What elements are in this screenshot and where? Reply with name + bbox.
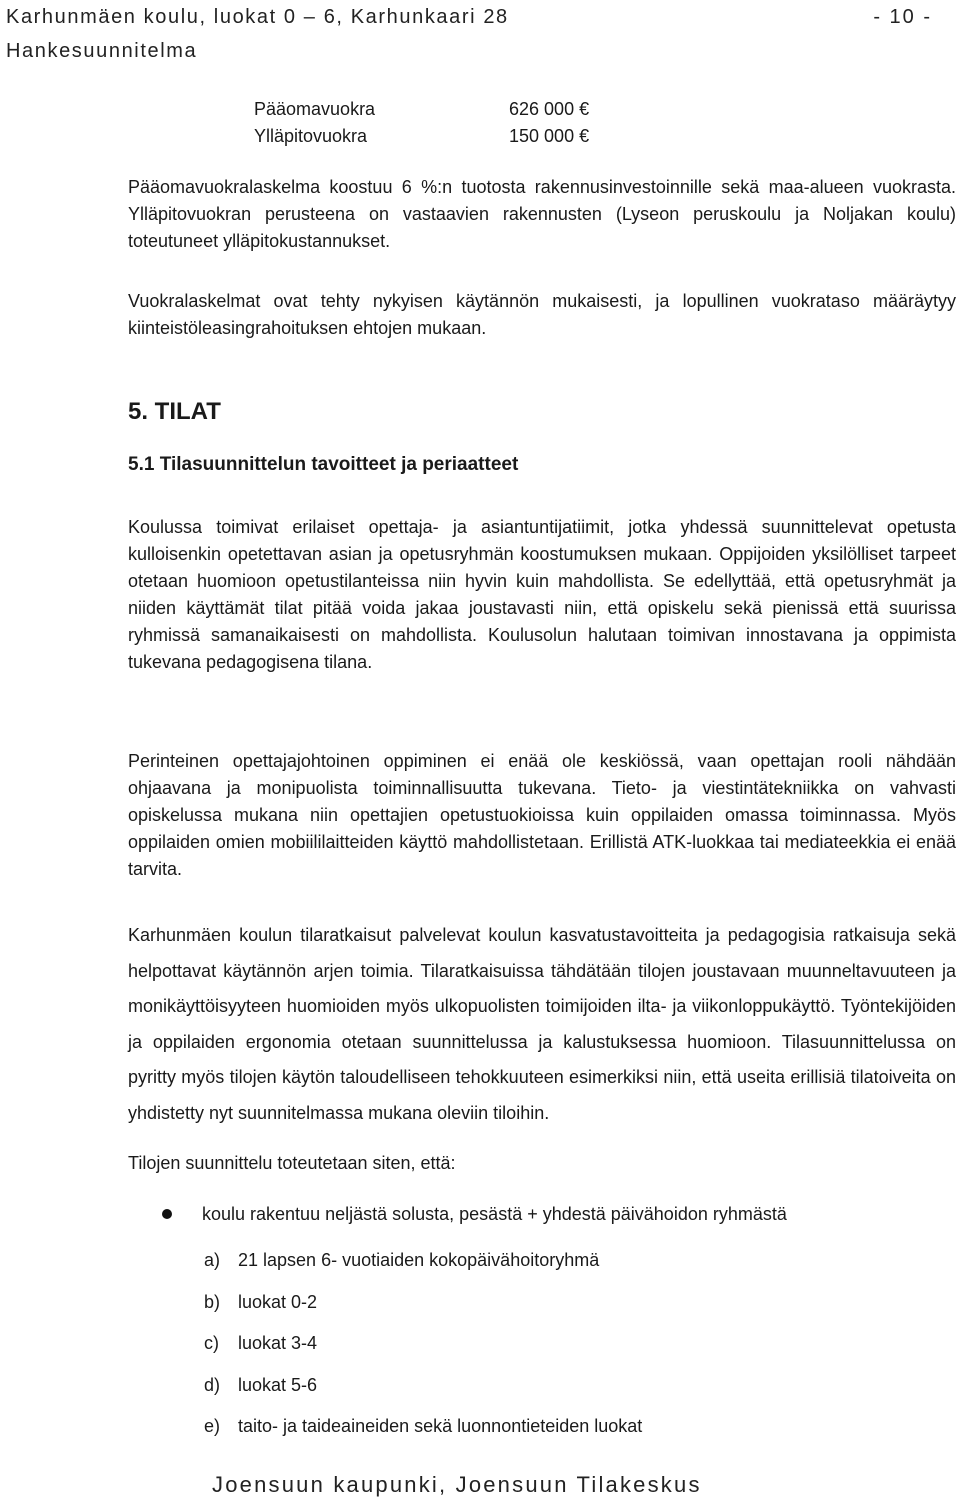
rent-label: Ylläpitovuokra <box>254 126 368 146</box>
list-text: luokat 0-2 <box>238 1291 318 1312</box>
document-header-subtitle: Hankesuunnitelma <box>6 40 198 62</box>
page-number: - 10 - <box>873 6 932 28</box>
section-heading: 5. TILAT <box>128 398 221 425</box>
paragraph: Koulussa toimivat erilaiset opettaja- ja asiantuntijatiimit, jotka yhdessä suunnittelevat opetusta kulloisenkin opetettavan asian ja opetusryhmän koostumuksen mukaan. Oppijoiden yksilölliset tarpeet otetaan huomioon opetustilanteissa niin hyvin kuin mahdollista. Se edellyttää, että opetusryhmät ja niiden käyttämät tilat pitää voida jakaa joustavasti niin, että opiskelu sekä pienissä että suurissa ryhmissä samanaikaisesti on mahdollista. Koulusolun halutaan toimivan innostavana ja oppimista tukevana pedagogisena tilana. <box>128 517 956 672</box>
document-header-title: Karhunmäen koulu, luokat 0 – 6, Karhunkaari 28 <box>6 6 509 28</box>
body-paragraph-1 <box>128 514 956 676</box>
body-paragraph-3 <box>128 918 956 1131</box>
bullet-icon <box>162 1209 172 1219</box>
paragraph: Perinteinen opettajajohtoinen oppiminen ei enää ole keskiössä, vaan opettajan rooli nähdään ohjaavana ja monipuolista toiminnallisuutta tukevana. Tieto- ja viestintätekniikka on vahvasti opiskelussa mukana niin opettajien opetustuokioissa kuin oppilaiden omassa toiminnassa. Myös oppilaiden omien mobiililaitteiden käyttö mahdollistetaan. Erillistä ATK-luokkaa tai mediateekkia ei enää tarvita. <box>128 751 956 879</box>
rent-value: 626 000 € <box>509 99 590 119</box>
list-letter: d) <box>204 1374 221 1395</box>
rent-row <box>254 96 589 123</box>
subsection-heading: 5.1 Tilasuunnittelun tavoitteet ja periaatteet <box>128 454 519 475</box>
list-text: luokat 5-6 <box>238 1374 318 1395</box>
list-text: taito- ja taideaineiden sekä luonnontieteiden luokat <box>238 1416 643 1437</box>
intro-paragraph-2 <box>128 288 956 342</box>
list-item <box>204 1246 642 1288</box>
rent-table <box>254 96 589 150</box>
bullet-text: koulu rakentuu neljästä solusta, pesästä + yhdestä päivähoidon ryhmästä <box>202 1203 787 1224</box>
rent-value: 150 000 € <box>509 126 590 146</box>
list-letter: b) <box>204 1291 221 1312</box>
list-item <box>162 1200 952 1228</box>
intro-paragraph-1 <box>128 174 956 255</box>
list-item <box>204 1412 642 1454</box>
paragraph: Pääomavuokralaskelma koostuu 6 %:n tuotosta rakennusinvestoinnille sekä maa-alueen vuokrasta. Ylläpitovuokran perusteena on vastaavien rakennusten (Lyseon peruskoulu ja Noljakan koulu) toteutuneet ylläpitokustannukset. <box>128 177 956 251</box>
list-text: luokat 3-4 <box>238 1333 318 1354</box>
bullet-list <box>162 1200 952 1228</box>
rent-row <box>254 123 589 150</box>
list-item <box>204 1288 642 1330</box>
list-item <box>204 1371 642 1413</box>
paragraph: Tilojen suunnittelu toteutetaan siten, että: <box>128 1153 456 1173</box>
paragraph: Vuokralaskelmat ovat tehty nykyisen käytännön mukaisesti, ja lopullinen vuokrataso määräytyy kiinteistöleasingrahoituksen ehtojen mukaan. <box>128 291 956 338</box>
list-letter: e) <box>204 1416 221 1437</box>
paragraph: Karhunmäen koulun tilaratkaisut palvelevat koulun kasvatustavoitteita ja pedagogisia ratkaisuja sekä helpottavat käytännön arjen toimia. Tilaratkaisuissa tähdätään tilojen joustavaan muunneltavuuteen ja monikäyttöisyyteen huomioiden myös ulkopuolisten toimijoiden ilta- ja viikonloppukäyttö. Työntekijöiden ja oppilaiden ergonomia otetaan suunnittelussa ja kalustuksessa huomioon. Tilasuunnittelussa on pyritty myös tilojen käytön taloudelliseen tehokkuuteen esimerkiksi niin, että useita erillisiä tilatoiveita on yhdistetty nyt suunnitelmassa mukana oleviin tiloihin. <box>128 925 956 1123</box>
list-text: 21 lapsen 6- vuotiaiden kokopäivähoitoryhmä <box>238 1250 600 1270</box>
document-footer: Joensuun kaupunki, Joensuun Tilakeskus <box>212 1472 702 1497</box>
rent-label: Pääomavuokra <box>254 99 376 119</box>
list-item <box>204 1329 642 1371</box>
body-paragraph-4 <box>128 1150 956 1177</box>
body-paragraph-2 <box>128 748 956 883</box>
list-letter: c) <box>204 1333 219 1354</box>
sub-list <box>204 1246 642 1454</box>
list-letter: a) <box>204 1250 221 1270</box>
